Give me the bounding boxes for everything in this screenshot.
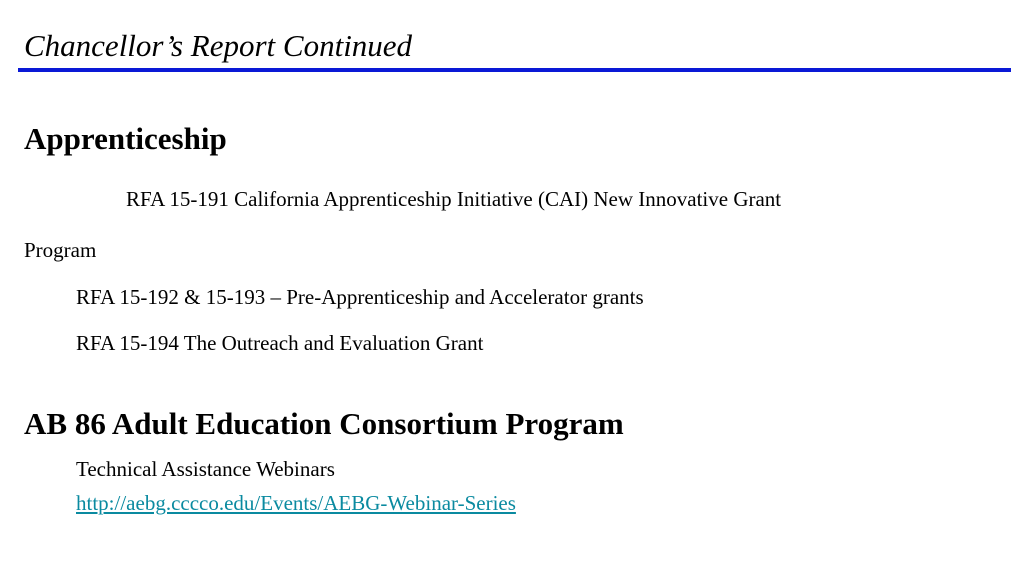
title-underline <box>18 68 1011 72</box>
ab86-heading: AB 86 Adult Education Consortium Program <box>24 406 624 441</box>
apprenticeship-line-rfa-15-194: RFA 15-194 The Outreach and Evaluation Grant <box>76 331 484 355</box>
ab86-line-webinars: Technical Assistance Webinars <box>76 457 335 481</box>
apprenticeship-line-rfa-15-191: RFA 15-191 California Apprenticeship Initiative (CAI) New Innovative Grant <box>126 187 782 211</box>
slide-title: Chancellor’s Report Continued <box>24 28 413 63</box>
webinar-series-link[interactable]: http://aebg.cccco.edu/Events/AEBG-Webinar-Series <box>76 491 516 515</box>
apprenticeship-heading: Apprenticeship <box>24 121 227 156</box>
apprenticeship-line-rfa-15-192-193: RFA 15-192 & 15-193 – Pre-Apprenticeship and Accelerator grants <box>76 285 644 309</box>
apprenticeship-line-program: Program <box>24 238 97 262</box>
